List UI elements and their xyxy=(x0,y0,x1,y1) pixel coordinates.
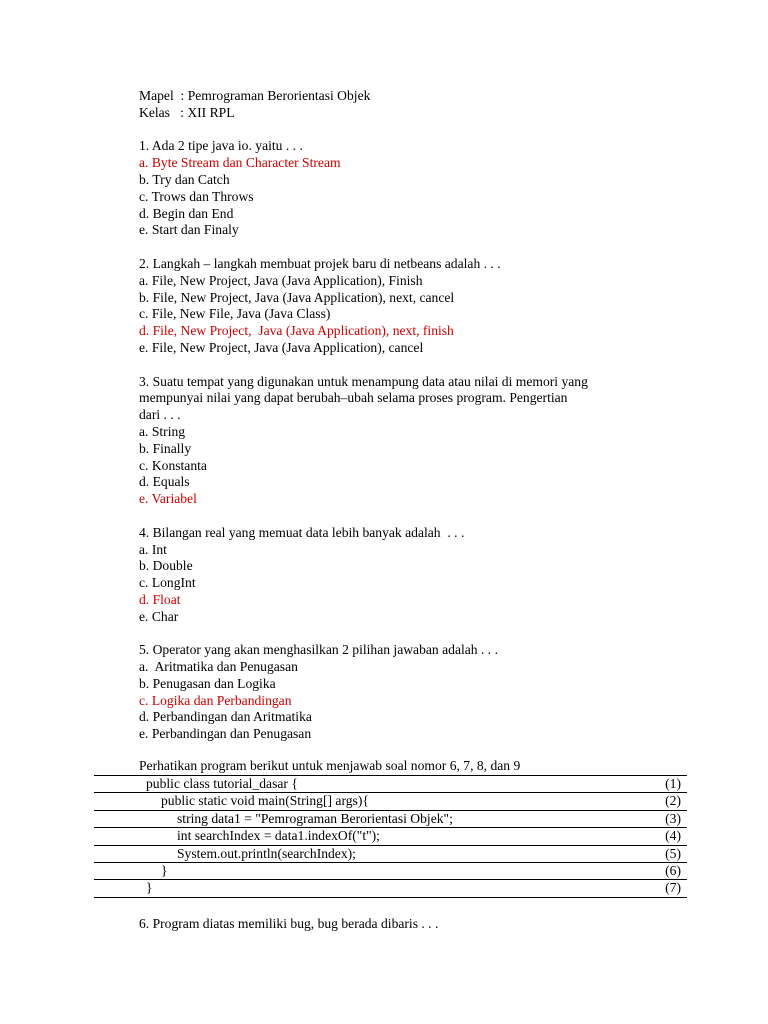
code-line-6: } xyxy=(161,862,168,878)
code-line-7: } xyxy=(146,880,153,896)
question-2-option-e: e. File, New Project, Java (Java Application), cancel xyxy=(139,339,424,355)
code-line-4: int searchIndex = data1.indexOf("t"); xyxy=(177,828,380,844)
question-2-text: 2. Langkah – langkah membuat projek baru di netbeans adalah . . . xyxy=(139,255,501,271)
code-row xyxy=(94,862,687,879)
question-1-option-c: c. Trows dan Throws xyxy=(139,188,254,204)
question-5-text: 5. Operator yang akan menghasilkan 2 pilihan jawaban adalah . . . xyxy=(139,642,498,658)
header-mapel: Mapel : Pemrograman Berorientasi Objek xyxy=(139,88,371,103)
question-4-option-c: c. LongInt xyxy=(139,575,196,591)
code-row xyxy=(94,827,687,844)
question-4-option-e: e. Char xyxy=(139,608,179,624)
question-5-option-b: b. Penugasan dan Logika xyxy=(139,675,276,691)
question-3-option-d: d. Equals xyxy=(139,474,190,490)
question-1-option-a: a. Byte Stream dan Character Stream xyxy=(139,155,341,171)
question-5-option-e: e. Perbandingan dan Penugasan xyxy=(139,726,312,742)
code-line-2: public static void main(String[] args){ xyxy=(161,793,369,809)
code-line-number-7: (7) xyxy=(665,880,681,896)
question-1-text: 1. Ada 2 tipe java io. yaitu . . . xyxy=(139,138,303,154)
code-line-number-1: (1) xyxy=(665,776,681,791)
code-line-number-6: (6) xyxy=(665,862,681,878)
code-row xyxy=(94,810,687,827)
question-3-option-b: b. Finally xyxy=(139,440,192,456)
code-row xyxy=(94,775,687,792)
code-table xyxy=(94,775,687,898)
question-1-option-b: b. Try dan Catch xyxy=(139,171,230,187)
code-row xyxy=(94,879,687,897)
question-6-text: 6. Program diatas memiliki bug, bug berada dibaris . . . xyxy=(139,916,439,931)
question-4-text: 4. Bilangan real yang memuat data lebih banyak adalah . . . xyxy=(139,524,465,540)
code-line-5: System.out.println(searchIndex); xyxy=(177,845,356,861)
question-1-option-d: d. Begin dan End xyxy=(139,205,234,221)
code-row xyxy=(94,792,687,809)
question-3-option-a: a. String xyxy=(139,423,186,439)
question-3-text-line-2: mempunyai nilai yang dapat berubah–ubah selama proses program. Pengertian xyxy=(139,390,568,406)
code-line-number-3: (3) xyxy=(665,810,681,826)
question-3-option-c: c. Konstanta xyxy=(139,457,207,473)
code-line-number-2: (2) xyxy=(665,793,681,809)
question-5-option-a: a. Aritmatika dan Penugasan xyxy=(139,659,298,675)
code-line-number-4: (4) xyxy=(665,828,681,844)
question-3-option-e: e. Variabel xyxy=(139,491,197,507)
code-line-1: public class tutorial_dasar { xyxy=(146,776,298,791)
question-2-option-d: d. File, New Project, Java (Java Application), next, finish xyxy=(139,323,454,339)
question-4-option-a: a. Int xyxy=(139,541,167,557)
question-5-option-d: d. Perbandingan dan Aritmatika xyxy=(139,709,312,725)
code-intro: Perhatikan program berikut untuk menjawab soal nomor 6, 7, 8, dan 9 xyxy=(139,758,521,773)
document-body xyxy=(139,88,699,743)
question-4-option-b: b. Double xyxy=(139,558,193,574)
code-row xyxy=(94,845,687,862)
question-2-option-a: a. File, New Project, Java (Java Application), Finish xyxy=(139,272,423,288)
question-3-text-line-3: dari . . . xyxy=(139,407,181,423)
header-kelas: Kelas : XII RPL xyxy=(139,104,235,120)
question-5-option-c: c. Logika dan Perbandingan xyxy=(139,692,292,708)
question-3-text-line-1: 3. Suatu tempat yang digunakan untuk menampung data atau nilai di memori yang xyxy=(139,373,588,389)
question-2-option-c: c. File, New File, Java (Java Class) xyxy=(139,306,331,322)
question-2-option-b: b. File, New Project, Java (Java Application), next, cancel xyxy=(139,289,455,305)
question-1-option-e: e. Start dan Finaly xyxy=(139,222,239,238)
question-4-option-d: d. Float xyxy=(139,591,181,607)
code-line-number-5: (5) xyxy=(665,845,681,861)
code-line-3: string data1 = "Pemrograman Berorientasi Objek"; xyxy=(177,810,453,826)
